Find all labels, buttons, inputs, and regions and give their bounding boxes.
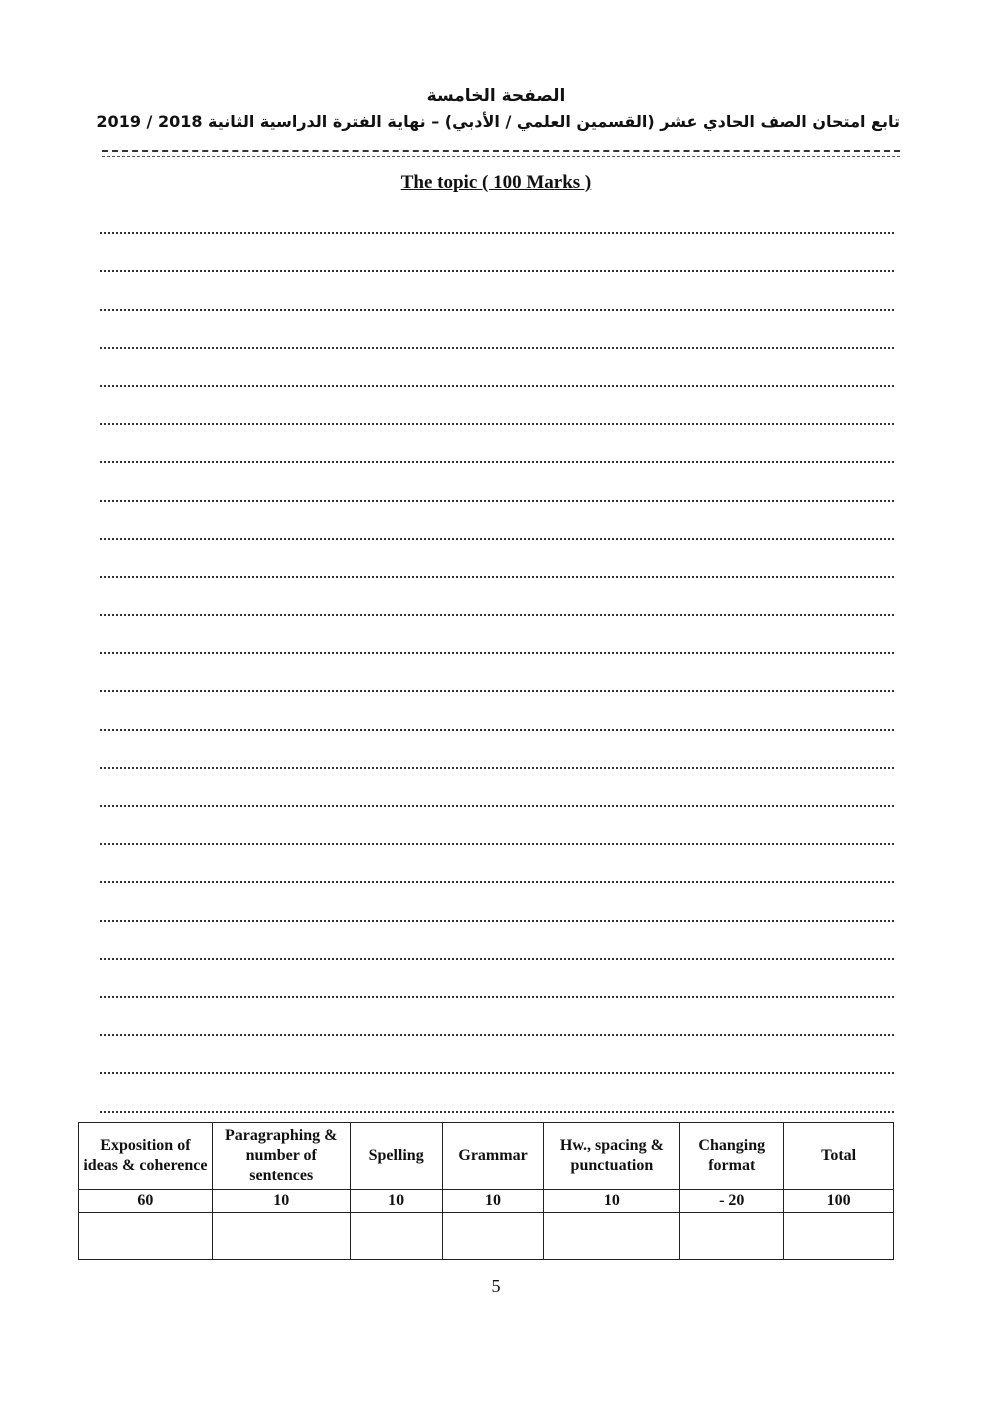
rubric-marks-cell: 10 <box>442 1190 544 1213</box>
writing-line[interactable] <box>100 353 894 391</box>
topic-title: The topic ( 100 Marks ) <box>400 172 592 193</box>
writing-line[interactable] <box>100 315 894 353</box>
page-number: 5 <box>491 1276 501 1296</box>
writing-line[interactable] <box>100 200 894 238</box>
writing-line[interactable] <box>100 1078 894 1116</box>
rubric-marks-cell: 10 <box>544 1190 680 1213</box>
writing-line[interactable] <box>100 276 894 314</box>
writing-line[interactable] <box>100 582 894 620</box>
page-label: الصفحة الخامسة <box>426 86 566 106</box>
writing-line[interactable] <box>100 1040 894 1078</box>
rubric-marks-cell: 10 <box>350 1190 442 1213</box>
writing-line[interactable] <box>100 811 894 849</box>
score-input-cell[interactable] <box>79 1213 213 1260</box>
exam-subtitle: تابع امتحان الصف الحادي عشر (القسمين العلمي / الأدبي) – نهاية الفترة الدراسية الثانية 2018 / 2019 <box>96 112 900 131</box>
writing-line[interactable] <box>100 773 894 811</box>
writing-line[interactable] <box>100 1002 894 1040</box>
writing-line[interactable] <box>100 544 894 582</box>
marking-rubric-table <box>78 1122 894 1260</box>
writing-line[interactable] <box>100 506 894 544</box>
writing-line[interactable] <box>100 964 894 1002</box>
rubric-score-row <box>79 1213 894 1260</box>
writing-line[interactable] <box>100 887 894 925</box>
writing-line[interactable] <box>100 658 894 696</box>
header-divider-secondary <box>102 156 900 157</box>
writing-line[interactable] <box>100 849 894 887</box>
writing-line[interactable] <box>100 696 894 734</box>
score-input-cell[interactable] <box>784 1213 894 1260</box>
rubric-header-cell: Spelling <box>350 1123 442 1190</box>
writing-line[interactable] <box>100 391 894 429</box>
rubric-header-cell: Hw., spacing & punctuation <box>544 1123 680 1190</box>
writing-line[interactable] <box>100 238 894 276</box>
rubric-marks-cell: 60 <box>79 1190 213 1213</box>
writing-line[interactable] <box>100 467 894 505</box>
writing-line[interactable] <box>100 620 894 658</box>
score-input-cell[interactable] <box>680 1213 784 1260</box>
rubric-marks-row <box>79 1190 894 1213</box>
score-input-cell[interactable] <box>544 1213 680 1260</box>
writing-area[interactable] <box>100 200 894 1117</box>
writing-line[interactable] <box>100 429 894 467</box>
rubric-header-cell: Total <box>784 1123 894 1190</box>
rubric-header-row <box>79 1123 894 1190</box>
score-input-cell[interactable] <box>350 1213 442 1260</box>
rubric-header-cell: Changing format <box>680 1123 784 1190</box>
score-input-cell[interactable] <box>212 1213 350 1260</box>
rubric-header-cell: Paragraphing & number of sentences <box>212 1123 350 1190</box>
rubric-marks-cell: 10 <box>212 1190 350 1213</box>
rubric-marks-cell: 100 <box>784 1190 894 1213</box>
rubric-marks-cell: - 20 <box>680 1190 784 1213</box>
rubric-header-cell: Grammar <box>442 1123 544 1190</box>
writing-line[interactable] <box>100 735 894 773</box>
score-input-cell[interactable] <box>442 1213 544 1260</box>
rubric-header-cell: Exposition of ideas & coherence <box>79 1123 213 1190</box>
writing-line[interactable] <box>100 926 894 964</box>
header-divider <box>102 150 900 152</box>
